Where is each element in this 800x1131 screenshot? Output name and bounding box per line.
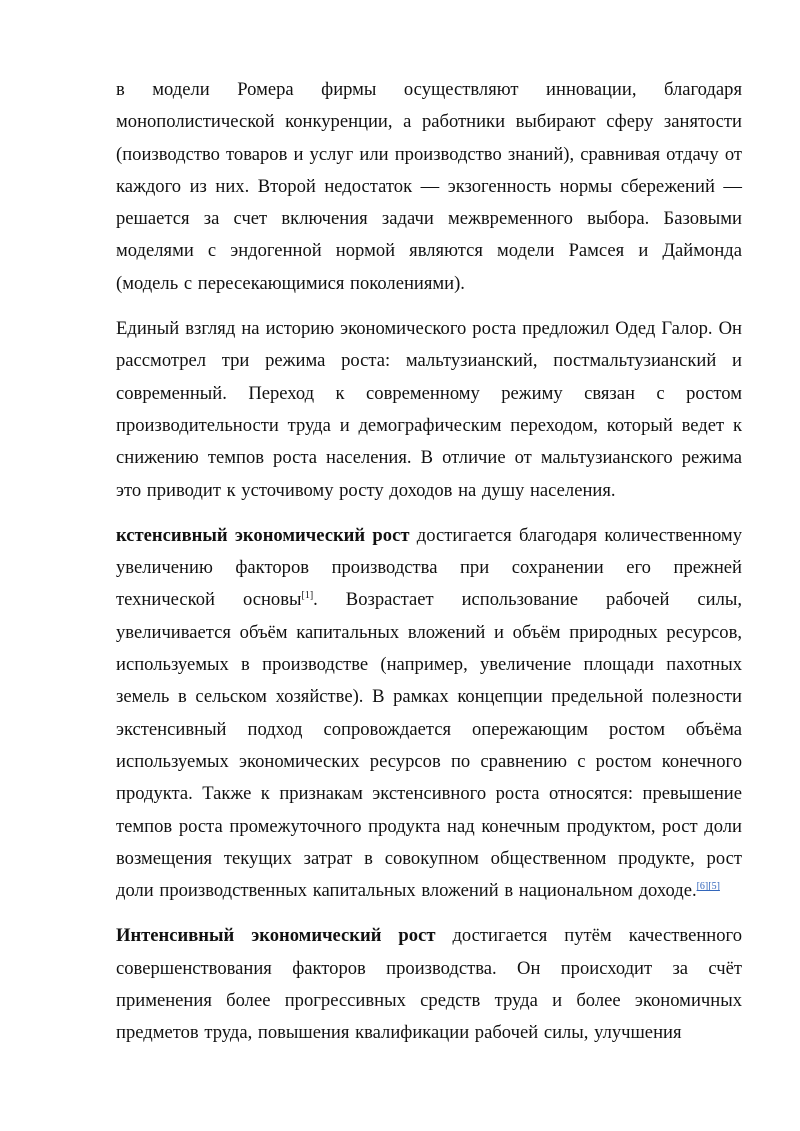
term-extensive-growth: кстенсивный экономический рост — [116, 524, 410, 546]
paragraph-romer-model: в модели Ромера фирмы осуществляют инновации, благодаря монополистической конкуренции, а работники выбирают сферу занятости (поизводство товаров и услуг или производство знаний), сравнивая отдачу от каждого из них. Второй недостаток — экзогенность нормы сбережений — решается за счет включения задачи межвременного выбора. Базовыми моделями с эндогенной нормой являются модели Рамсея и Даймонда (модель с пересекающимися поколениями). — [116, 79, 742, 294]
paragraph-intensive-growth — [116, 920, 742, 1049]
footnote-ref-1[interactable]: [1] — [301, 590, 314, 602]
extensive-growth-text-1: достигается благодаря количественному увеличению факторов производства при сохранении его прежней технической основы — [116, 524, 742, 611]
intensive-growth-text: достигается путём качественного совершенствования факторов производства. Он происходит за счёт применения более прогрессивных средств труда и более экономичных предметов труда, повышения квалификации рабочей силы, улучшения — [116, 925, 742, 1044]
footnote-ref-6-5[interactable]: [6][5] — [696, 880, 720, 892]
paragraph-extensive-growth — [116, 520, 742, 908]
term-intensive-growth: Интенсивный экономический рост — [116, 925, 436, 947]
extensive-growth-text-2: . Возрастает использование рабочей силы, увеличивается объём капитальных вложений и объём природных ресурсов, используемых в производстве (например, увеличение площади пахотных земель в сельском хозяйстве). В рамках концепции предельной полезности экстенсивный подход сопровождается опережающим ростом объёма используемых экономических ресурсов по сравнению с ростом конечного продукта. Также к признакам экстенсивного роста относятся: превышение темпов роста промежуточного продукта над конечным продуктом, рост доли возмещения текущих затрат в совокупном общественном продукте, рост доли производственных капитальных вложений в национальном доходе. — [116, 589, 742, 902]
paragraph-galor-growth: Единый взгляд на историю экономического роста предложил Одед Галор. Он рассмотрел три режима роста: мальтузианский, постмальтузианский и современный. Переход к современному режиму связан с ростом производительности труда и демографическим переходом, который ведет к снижению темпов роста населения. В отличие от мальтузианского режима это приводит к усточивому росту доходов на душу населения. — [116, 318, 742, 501]
